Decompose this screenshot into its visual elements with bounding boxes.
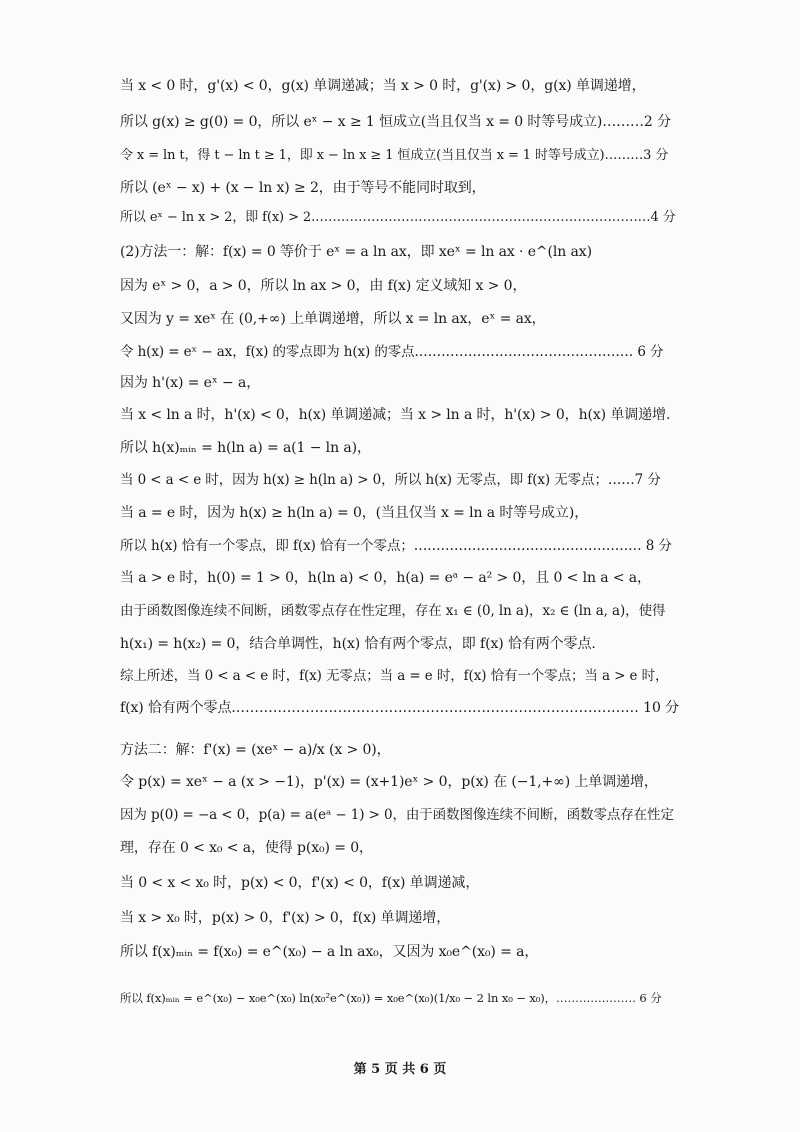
text-line: 所以 g(x) ≥ g(0) = 0，所以 eˣ − x ≥ 1 恒成立(当且仅当 x = 0 时等号成立)………2 分 bbox=[120, 114, 671, 130]
text-line: 当 0 < x < x₀ 时，p(x) < 0，f'(x) < 0，f(x) 单调递减， bbox=[120, 875, 480, 891]
text-line: 当 a = e 时，因为 h(x) ≥ h(ln a) = 0，(当且仅当 x = ln a 时等号成立)， bbox=[120, 505, 589, 521]
text-line: 理，存在 0 < x₀ < a，使得 p(x₀) = 0， bbox=[120, 840, 373, 856]
text-line: 因为 p(0) = −a < 0，p(a) = a(eᵃ − 1) > 0，由于函数图像连续不间断，函数零点存在性定 bbox=[120, 807, 674, 823]
page-number: 第 5 页 共 6 页 bbox=[353, 1062, 447, 1077]
text-line: 由于函数图像连续不间断，函数零点存在性定理，存在 x₁ ∈ (0, ln a)，x₂ ∈ (ln a, a)，使得 bbox=[120, 603, 666, 619]
text-line: 方法二：解：f'(x) = (xeˣ − a)/x (x > 0)， bbox=[120, 742, 391, 758]
text-line: 所以 h(x) 恰有一个零点，即 f(x) 恰有一个零点；…………………………………………… 8 分 bbox=[120, 538, 672, 554]
text-line: (2)方法一：解：f(x) = 0 等价于 eˣ = a ln ax，即 xeˣ = ln ax · e^(ln ax) bbox=[120, 244, 592, 260]
text-line: 当 a > e 时，h(0) = 1 > 0，h(ln a) < 0，h(a) = eᵃ − a² > 0，且 0 < ln a < a， bbox=[120, 570, 651, 586]
text-line: 所以 eˣ − ln x > 2，即 f(x) > 2.……………………………………………………………………4 分 bbox=[120, 210, 676, 225]
text-line: h(x₁) = h(x₂) = 0，结合单调性，h(x) 恰有两个零点，即 f(x) 恰有两个零点. bbox=[120, 636, 596, 652]
text-line: 当 0 < a < e 时，因为 h(x) ≥ h(ln a) > 0，所以 h(x) 无零点，即 f(x) 无零点；……7 分 bbox=[120, 472, 661, 488]
text-line: 又因为 y = xeˣ 在 (0,+∞) 上单调递增，所以 x = ln ax，eˣ = ax， bbox=[120, 311, 546, 327]
text-line: 因为 h'(x) = eˣ − a， bbox=[120, 375, 261, 391]
text-line: 当 x > x₀ 时，p(x) > 0，f'(x) > 0，f(x) 单调递增， bbox=[120, 910, 451, 926]
text-line: 所以 f(x)ₘᵢₙ = e^(x₀) − x₀e^(x₀) ln(x₀²e^(x₀)) = x₀e^(x₀)(1/x₀ − 2 ln x₀ − x₀)，………………… 6 分 bbox=[120, 991, 662, 1005]
text-line: 当 x < ln a 时，h'(x) < 0，h(x) 单调递减；当 x > ln a 时，h'(x) > 0，h(x) 单调递增. bbox=[120, 407, 671, 423]
text-line: 令 h(x) = eˣ − ax，f(x) 的零点即为 h(x) 的零点.………………………………………… 6 分 bbox=[120, 344, 664, 360]
text-line: 当 x < 0 时，g'(x) < 0，g(x) 单调递减；当 x > 0 时，g'(x) > 0，g(x) 单调递增， bbox=[120, 78, 646, 94]
text-line: 因为 eˣ > 0，a > 0，所以 ln ax > 0，由 f(x) 定义域知 x > 0， bbox=[120, 278, 527, 294]
text-line: 所以 (eˣ − x) + (x − ln x) ≥ 2，由于等号不能同时取到， bbox=[120, 180, 486, 196]
text-line: 所以 h(x)ₘᵢₙ = h(ln a) = a(1 − ln a)， bbox=[120, 440, 371, 456]
text-line: 所以 f(x)ₘᵢₙ = f(x₀) = e^(x₀) − a ln ax₀，又因为 x₀e^(x₀) = a， bbox=[120, 944, 539, 960]
text-line: 令 p(x) = xeˣ − a (x > −1)，p'(x) = (x+1)eˣ > 0，p(x) 在 (−1,+∞) 上单调递增， bbox=[120, 774, 658, 790]
text-line: 令 x = ln t，得 t − ln t ≥ 1，即 x − ln x ≥ 1 恒成立(当且仅当 x = 1 时等号成立)………3 分 bbox=[120, 148, 669, 163]
text-line: 综上所述，当 0 < a < e 时，f(x) 无零点；当 a = e 时，f(x) 恰有一个零点；当 a > e 时， bbox=[120, 668, 669, 684]
text-line: f(x) 恰有两个零点.…………………………………………………………………………… 10 分 bbox=[120, 700, 680, 716]
